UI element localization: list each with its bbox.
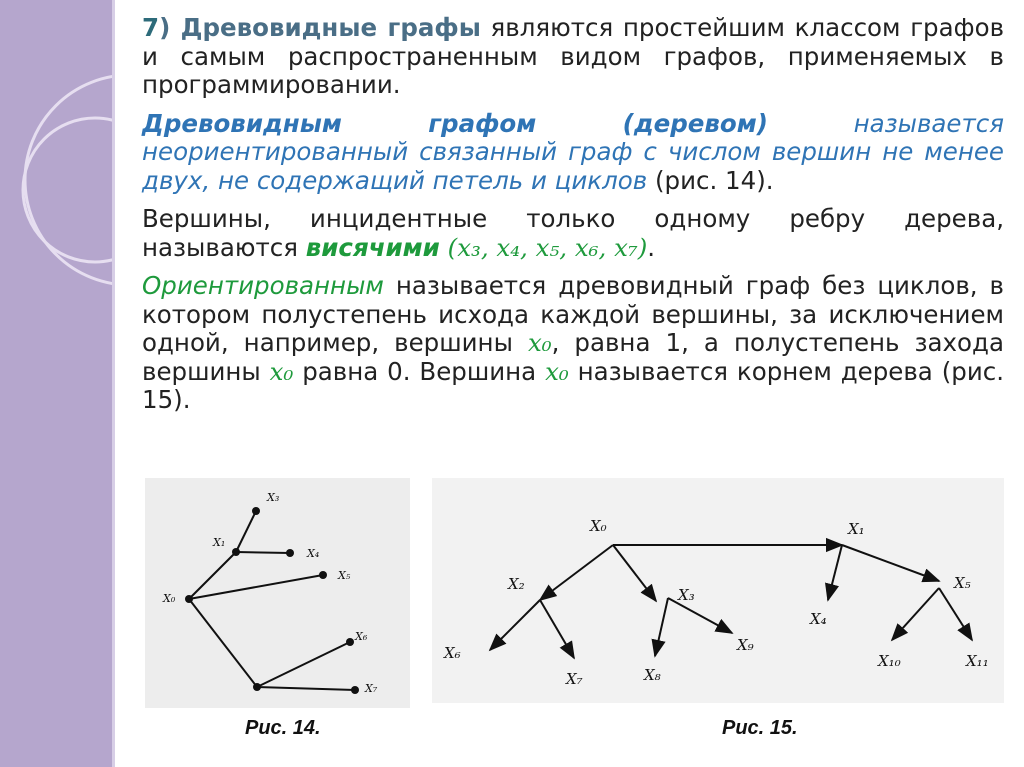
label-x11: X₁₁ — [966, 652, 989, 670]
math-x0-1: x₀ — [527, 328, 552, 357]
label-x5: X₅ — [338, 569, 351, 582]
paragraph-leaves — [142, 205, 1004, 262]
label-x0: X₀ — [590, 517, 607, 535]
item-number: 7 — [142, 13, 160, 42]
node-x7 — [351, 686, 359, 694]
label-x7: X₇ — [365, 682, 378, 695]
edge-to-x7 — [257, 687, 355, 690]
p3-end: . — [647, 232, 656, 262]
label-x5: X₅ — [954, 574, 971, 592]
node-x0 — [185, 595, 193, 603]
paragraph-oriented — [142, 272, 1004, 415]
edge-x0-x7node — [189, 599, 257, 687]
label-x8: X₈ — [644, 666, 661, 684]
edge-to-x6 — [257, 642, 350, 687]
leaves-list: (x₃, x₄, x₅, x₆, x₇) — [439, 232, 648, 262]
label-x2: X₂ — [508, 575, 525, 593]
edge-x1-x3 — [236, 511, 256, 552]
term-leaves: висячими — [305, 232, 440, 262]
label-x3: X₃ — [267, 491, 280, 504]
definition-text: называется неориентированный связанный граф с числом вершин не менее двух, не содержащий петель и циклов — [142, 108, 1004, 195]
node-x3 — [252, 507, 260, 515]
edge-x1-x4 — [828, 545, 842, 600]
math-x0-2: x₀ — [269, 356, 294, 386]
figure-15-directed-tree — [432, 478, 1004, 703]
node-x1 — [232, 548, 240, 556]
label-x9: X₉ — [737, 636, 754, 654]
caption-fig-15: Рис. 15. — [722, 717, 798, 739]
caption-fig-14: Рис. 14. — [245, 717, 321, 739]
label-x6: X₆ — [444, 644, 461, 662]
label-x6: X₆ — [355, 630, 368, 643]
decorative-circles — [0, 0, 112, 767]
label-x0: X₀ — [163, 592, 176, 605]
node-x4 — [286, 549, 294, 557]
label-x3: X₃ — [678, 586, 695, 604]
label-x7: X₇ — [566, 670, 583, 688]
edge-x1-x4 — [236, 552, 290, 553]
edge-x3-x8 — [655, 598, 668, 656]
figure-ref-14: (рис. 14). — [647, 165, 774, 195]
p4-text3: равна 0. Вершина — [293, 356, 546, 386]
paragraph-definition — [142, 110, 1004, 196]
label-x10: X₁₀ — [878, 652, 901, 670]
label-x4: X₄ — [810, 610, 827, 628]
edge-x5-x10 — [892, 588, 939, 640]
label-x4: X₄ — [307, 547, 320, 560]
p4-text2: , равна 1, а полустепень захода вершины — [142, 328, 1004, 386]
label-x1: X₁ — [848, 520, 865, 538]
edge-x5-x11 — [939, 588, 972, 640]
node-x6 — [346, 638, 354, 646]
edge-x0-x2 — [540, 545, 613, 600]
p1-text: являются простейшим классом графов и самым распространенным видом графов, применяемых в программировании. — [142, 13, 1005, 99]
p4-text1: называется древовидный граф без циклов, в котором полустепень исхода каждой вершины, за исключением одной, например, вершины — [142, 271, 1004, 357]
term-tree: Древовидным графом (деревом) — [142, 108, 768, 138]
node-inner — [253, 683, 261, 691]
p3-text: Вершины, инцидентные только одному ребру дерева, называются — [142, 204, 1004, 262]
label-x1: X₁ — [213, 536, 226, 549]
paragraph-tree-graphs — [142, 14, 1004, 100]
term-oriented: Ориентированным — [142, 271, 384, 300]
node-x5 — [319, 571, 327, 579]
side-divider — [112, 0, 115, 767]
term-tree-graphs: ) Древовидные графы — [159, 13, 481, 42]
p4-text4: называется корнем дерева (рис. 15). — [142, 356, 1004, 414]
decorative-side-band — [0, 0, 112, 767]
edge-x2-x6 — [490, 600, 540, 650]
edge-x2-x7 — [540, 600, 574, 658]
edge-x0-x3 — [613, 545, 656, 601]
math-x0-3: x₀ — [545, 356, 569, 386]
edge-x1-x5 — [842, 545, 939, 581]
figure-14-tree — [145, 478, 410, 708]
slide-text — [142, 14, 1004, 425]
